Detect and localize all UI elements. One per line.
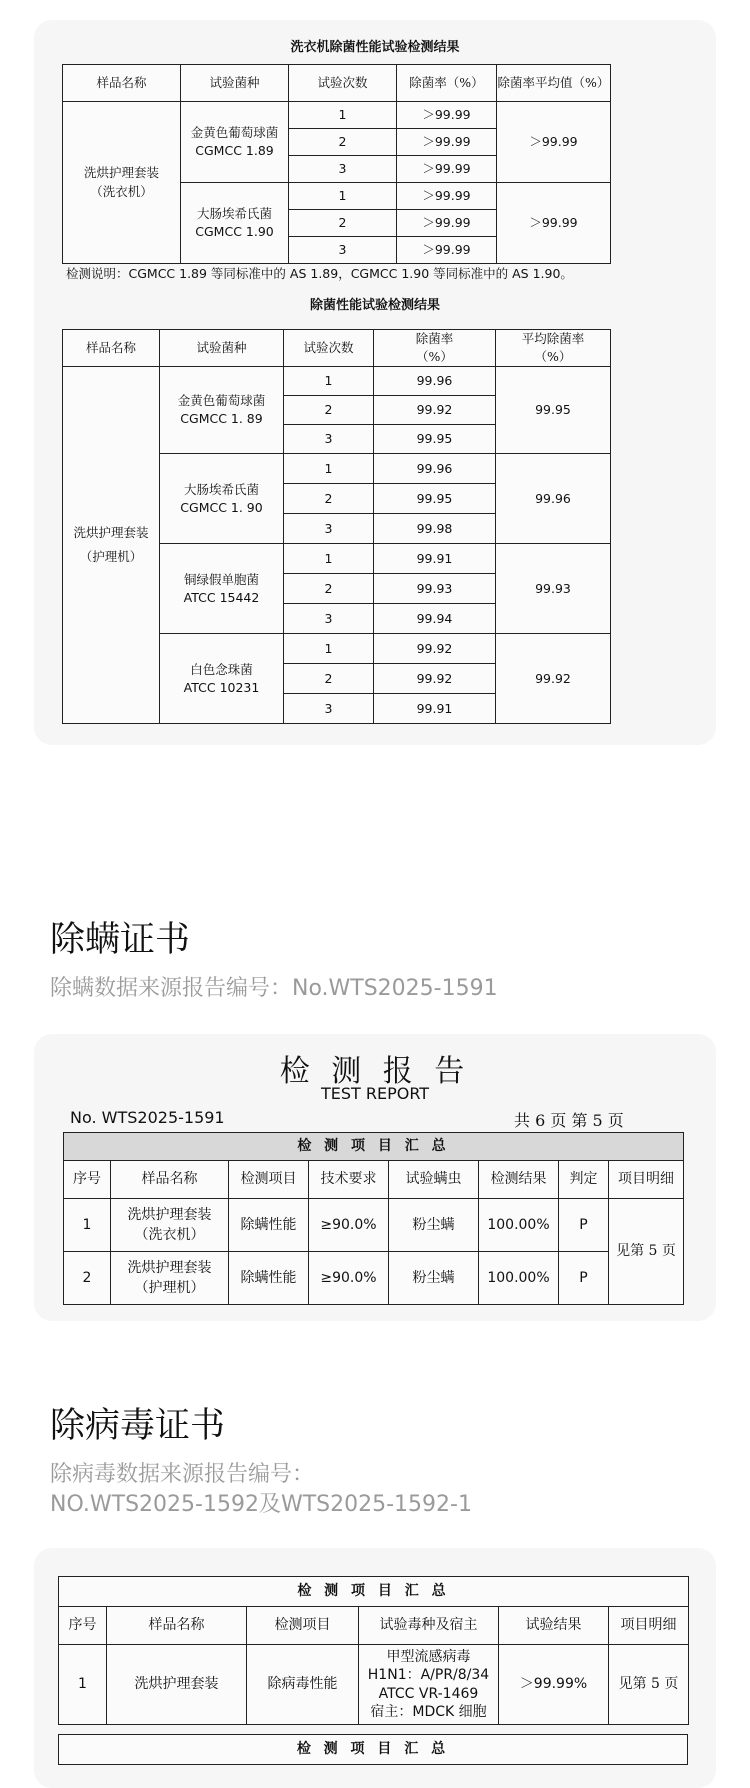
rate-cell: 99.92 <box>374 634 496 664</box>
row-no: 1 <box>59 1645 107 1725</box>
run-cell: 2 <box>284 396 374 425</box>
row-result: 100.00% <box>479 1199 559 1252</box>
header-strain-host: 试验毒种及宿主 <box>359 1607 499 1645</box>
care-test-title: 除菌性能试验检测结果 <box>309 298 440 313</box>
summary-title: 检 测 项 目 汇 总 <box>59 1577 689 1607</box>
virus-certificate-heading: 除病毒证书 <box>50 1406 226 1446</box>
run-cell: 3 <box>284 514 374 544</box>
report-number: No. WTS2025-1591 <box>70 1108 225 1127</box>
summary-title: 检 测 项 目 汇 总 <box>64 1133 684 1161</box>
antibacterial-panel <box>34 20 716 745</box>
virus-report-source-label: 除病毒数据来源报告编号： <box>50 1462 315 1487</box>
avg-cell: ＞99.99 <box>497 102 611 183</box>
rate-cell: 99.96 <box>374 367 496 396</box>
header-detail: 项目明细 <box>609 1161 684 1199</box>
run-cell: 3 <box>284 694 374 724</box>
report-subtitle: TEST REPORT <box>320 1084 430 1103</box>
rate-cell: 99.92 <box>374 396 496 425</box>
avg-cell: 99.92 <box>496 634 611 724</box>
row-mite: 粉尘螨 <box>389 1199 479 1252</box>
rate-cell: ＞99.99 <box>397 102 497 129</box>
header-no: 序号 <box>64 1161 111 1199</box>
run-cell: 1 <box>289 183 397 210</box>
rate-cell: 99.93 <box>374 574 496 604</box>
run-cell: 2 <box>284 664 374 694</box>
header-runs: 试验次数 <box>284 330 374 367</box>
washer-test-title: 洗衣机除菌性能试验检测结果 <box>290 40 460 55</box>
rate-cell: ＞99.99 <box>397 183 497 210</box>
strain-cell: 大肠埃希氏菌 CGMCC 1. 90 <box>160 454 284 544</box>
avg-cell: 99.93 <box>496 544 611 634</box>
row-strain-host: 甲型流感病毒 H1N1：A/PR/8/34 ATCC VR-1469 宿主：MDCK 细胞 <box>359 1645 499 1725</box>
washer-antibacterial-table <box>62 64 611 264</box>
run-cell: 1 <box>284 634 374 664</box>
row-item: 除螨性能 <box>229 1199 309 1252</box>
run-cell: 3 <box>284 425 374 454</box>
row-sample: 洗烘护理套装 （护理机） <box>111 1252 229 1305</box>
rate-cell: 99.95 <box>374 484 496 514</box>
strain-cell: 金黄色葡萄球菌 CGMCC 1. 89 <box>160 367 284 454</box>
strain-cell: 铜绿假单胞菌 ATCC 15442 <box>160 544 284 634</box>
header-sample: 样品名称 <box>107 1607 247 1645</box>
rate-cell: 99.98 <box>374 514 496 544</box>
run-cell: 2 <box>284 484 374 514</box>
strain-cell: 金黄色葡萄球菌 CGMCC 1.89 <box>181 102 289 183</box>
rate-cell: 99.96 <box>374 454 496 484</box>
strain-cell: 大肠埃希氏菌 CGMCC 1.90 <box>181 183 289 264</box>
rate-cell: 99.91 <box>374 694 496 724</box>
care-antibacterial-table <box>62 329 611 724</box>
row-item: 除螨性能 <box>229 1252 309 1305</box>
mite-report-source: 除螨数据来源报告编号：No.WTS2025-1591 <box>50 976 498 1001</box>
header-avg: 除菌率平均值（%） <box>497 65 611 102</box>
run-cell: 3 <box>284 604 374 634</box>
page-info: 共 6 页 第 5 页 <box>514 1111 624 1130</box>
run-cell: 2 <box>284 574 374 604</box>
row-no: 1 <box>64 1199 111 1252</box>
row-result: 100.00% <box>479 1252 559 1305</box>
avg-cell: 99.96 <box>496 454 611 544</box>
virus-report-source-number: NO.WTS2025-1592及WTS2025-1592-1 <box>50 1492 472 1517</box>
run-cell: 3 <box>289 237 397 264</box>
avg-cell: ＞99.99 <box>497 183 611 264</box>
row-result: ＞99.99% <box>499 1645 609 1725</box>
header-avg: 平均除菌率 （%） <box>496 330 611 367</box>
run-cell: 1 <box>284 544 374 574</box>
row-judge: P <box>559 1199 609 1252</box>
run-cell: 2 <box>289 129 397 156</box>
rate-cell: ＞99.99 <box>397 129 497 156</box>
sample-cell: 洗烘护理套装 （护理机） <box>63 367 160 724</box>
header-sample: 样品名称 <box>111 1161 229 1199</box>
report-title: 检 测 报 告 <box>279 1054 471 1089</box>
row-sample: 洗烘护理套装 （洗衣机） <box>111 1199 229 1252</box>
sample-cell: 洗烘护理套装 （洗衣机） <box>63 102 181 264</box>
rate-cell: ＞99.99 <box>397 156 497 183</box>
rate-cell: 99.94 <box>374 604 496 634</box>
header-strain: 试验菌种 <box>160 330 284 367</box>
run-cell: 1 <box>284 367 374 396</box>
rate-cell: 99.91 <box>374 544 496 574</box>
row-mite: 粉尘螨 <box>389 1252 479 1305</box>
avg-cell: 99.95 <box>496 367 611 454</box>
header-item: 检测项目 <box>229 1161 309 1199</box>
rate-cell: ＞99.99 <box>397 237 497 264</box>
header-rate: 除菌率 （%） <box>374 330 496 367</box>
mite-summary-table <box>63 1132 684 1305</box>
header-item: 检测项目 <box>247 1607 359 1645</box>
header-result: 检测结果 <box>479 1161 559 1199</box>
strain-cell: 白色念珠菌 ATCC 10231 <box>160 634 284 724</box>
header-sample: 样品名称 <box>63 65 181 102</box>
header-runs: 试验次数 <box>289 65 397 102</box>
virus-summary-table <box>58 1576 689 1725</box>
row-requirement: ≥90.0% <box>309 1199 389 1252</box>
header-mite: 试验螨虫 <box>389 1161 479 1199</box>
mite-report-panel <box>34 1034 716 1321</box>
header-result: 试验结果 <box>499 1607 609 1645</box>
virus-report-panel <box>34 1548 716 1788</box>
row-detail: 见第 5 页 <box>609 1645 689 1725</box>
summary-title: 检 测 项 目 汇 总 <box>59 1735 688 1765</box>
header-requirement: 技术要求 <box>309 1161 389 1199</box>
row-judge: P <box>559 1252 609 1305</box>
header-detail: 项目明细 <box>609 1607 689 1645</box>
run-cell: 3 <box>289 156 397 183</box>
run-cell: 1 <box>284 454 374 484</box>
test-note: 检测说明：CGMCC 1.89 等同标准中的 AS 1.89，CGMCC 1.90 等同标准中的 AS 1.90。 <box>66 266 573 281</box>
row-sample: 洗烘护理套装 <box>107 1645 247 1725</box>
run-cell: 2 <box>289 210 397 237</box>
mite-certificate-heading: 除螨证书 <box>50 920 191 960</box>
header-judge: 判定 <box>559 1161 609 1199</box>
run-cell: 1 <box>289 102 397 129</box>
header-strain: 试验菌种 <box>181 65 289 102</box>
row-requirement: ≥90.0% <box>309 1252 389 1305</box>
header-no: 序号 <box>59 1607 107 1645</box>
header-sample: 样品名称 <box>63 330 160 367</box>
row-no: 2 <box>64 1252 111 1305</box>
row-detail: 见第 5 页 <box>609 1199 684 1305</box>
rate-cell: 99.92 <box>374 664 496 694</box>
header-rate: 除菌率（%） <box>397 65 497 102</box>
row-item: 除病毒性能 <box>247 1645 359 1725</box>
rate-cell: ＞99.99 <box>397 210 497 237</box>
rate-cell: 99.95 <box>374 425 496 454</box>
virus-summary-table-2 <box>58 1734 688 1765</box>
